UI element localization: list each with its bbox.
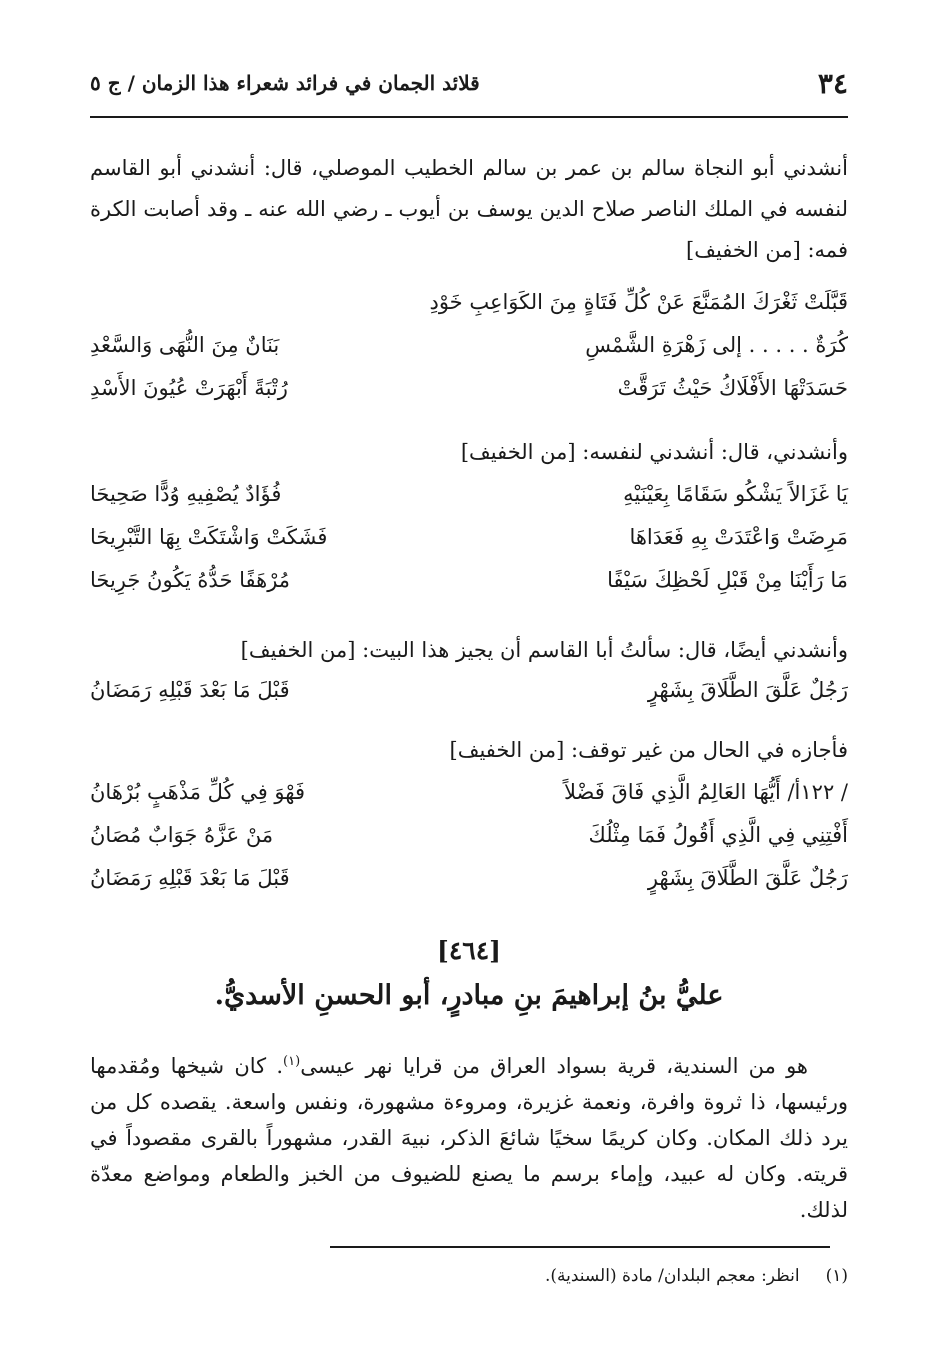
verse-line: [90, 366, 848, 409]
hemistich-second: بَنَانٌ مِنَ النُّهَى وَالسَّعْدِ: [90, 332, 280, 357]
page-number: ٣٤: [817, 66, 848, 100]
hemistich-second: فَشَكَتْ وَاشْتَكَتْ بِهَا التَّبْرِيحَا: [90, 524, 328, 549]
hemistich-second: فَهْوَ فِي كُلِّ مَذْهَبٍ بُرْهَانُ: [90, 779, 306, 804]
footnote-rule: [330, 1246, 830, 1248]
verse-group-1: [90, 280, 848, 409]
hemistich-first: رَجُلٌ عَلَّقَ الطَّلَاقَ بِشَهْرٍ: [647, 865, 848, 890]
hemistich-first: / ١٢٢أ/ أَيُّهَا العَالِمُ الَّذِي فَاقَ فَضْلاً: [564, 779, 848, 804]
hemistich-first: أَفْتِنِي فِي الَّذِي أَقُولُ فَمَا مِثْلُكَ: [588, 822, 848, 847]
intro-paragraph-4: فأجازه في الحال من غير توقف: [من الخفيف]: [449, 738, 848, 762]
verse-group-4: [90, 770, 848, 899]
hemistich-first: مَرِضَتْ وَاعْتَدَتْ بِهِ فَعَدَاهَا: [629, 524, 848, 549]
hemistich-second: فُؤَادٌ يُصْفِيهِ وُدًّا صَحِيحَا: [90, 481, 282, 506]
hemistich-first: حَسَدَتْهَا الأَفْلَاكُ حَيْثُ تَرَقَّتْ: [617, 375, 848, 400]
hemistich-first: رَجُلٌ عَلَّقَ الطَّلَاقَ بِشَهْرٍ: [647, 677, 848, 702]
hemistich-first: كُرَةٌ . . . . . إلى زَهْرَةِ الشَّمْسِ: [585, 332, 848, 357]
verse-line: [90, 856, 848, 899]
verse-group-3: [90, 668, 848, 711]
bio-rest: . كان شيخها ومُقدمها ورئيسها، ذا ثروة وافرة، ونعمة غزيرة، ومروءة مشهورة، ونفس واسعة. يقصده كل من يرد ذلك المكان. وكان كريمًا سخيًا شائعَ الذكر، نبيهَ القدر، مشهوراً بالقرى مقصوداً في قريته. وكان له عبيد، وإماء برسم ما يصنع للضيوف من الخبز والطعام ومواضع معدّة لذلك.: [90, 1054, 848, 1222]
page-header: [90, 58, 848, 108]
hemistich-first: يَا غَزَالاً يَشْكُو سَقَامًا بِعَيْنَيْهِ: [623, 481, 848, 506]
verse-line: [90, 558, 848, 601]
verse-line: [90, 668, 848, 711]
hemistich-second: رُتْبَةً أَبْهَرَتْ عُيُونَ الأَسْدِ: [90, 375, 288, 400]
footnote-marker: (١): [825, 1266, 848, 1286]
footnote: [90, 1266, 848, 1286]
verse-line: [90, 515, 848, 558]
biography-paragraph: [90, 1044, 848, 1228]
hemistich-second: قَبْلَ مَا بَعْدَ قَبْلِهِ رَمَضَانُ: [90, 865, 290, 890]
bio-start: هو من السندية، قرية بسواد العراق من قرايا نهر عيسى: [300, 1054, 808, 1078]
hemistich-second: مُرْهَفًا حَدُّهُ يَكُونُ جَرِيحَا: [90, 567, 291, 592]
verse-group-2: [90, 472, 848, 601]
hemistich-second: مَنْ عَزَّهُ جَوَابٌ مُصَانُ: [90, 822, 274, 847]
intro-paragraph-3: وأنشدني أيضًا، قال: سألتُ أبا القاسم أن يجيز هذا البيت: [من الخفيف]: [240, 638, 848, 662]
verse-line: [90, 770, 848, 813]
verse-line: [90, 280, 848, 323]
intro-paragraph-1: أنشدني أبو النجاة سالم بن عمر بن سالم الخطيب الموصلي، قال: أنشدني أبو القاسم لنفسه في الملك الناصر صلاح الدين يوسف بن أيوب ـ رضي الله عنه ـ وقد أصابت الكرة فمه: [من الخفيف]: [90, 156, 848, 262]
hemistich-second: قَبْلَ مَا بَعْدَ قَبْلِهِ رَمَضَانُ: [90, 677, 290, 702]
verse-line: [90, 323, 848, 366]
footnote-reference[interactable]: (١): [283, 1054, 301, 1069]
header-rule: [90, 116, 848, 118]
footnote-text: انظر: معجم البلدان/ مادة (السندية).: [544, 1266, 800, 1286]
verse-line: [90, 472, 848, 515]
running-title: قلائد الجمان في فرائد شعراء هذا الزمان / ج ٥: [90, 71, 480, 95]
entry-number: [٤٦٤]: [437, 936, 501, 965]
entry-title: عليُّ بنُ إبراهيمَ بنِ مبادرٍ، أبو الحسنِ الأسديُّ.: [214, 980, 724, 1011]
intro-paragraph-2: وأنشدني، قال: أنشدني لنفسه: [من الخفيف]: [460, 440, 848, 464]
hemistich-first: مَا رَأَيْنَا مِنْ قَبْلِ لَحْظِكَ سَيْفًا: [607, 567, 848, 592]
hemistich-first: قَبَّلَتْ ثَغْرَكَ المُمَنَّعَ عَنْ كُلِّ فَتَاةٍ مِنَ الكَوَاعِبِ خَوْدِ: [429, 289, 848, 314]
verse-line: [90, 813, 848, 856]
biography-text: [90, 1044, 848, 1228]
